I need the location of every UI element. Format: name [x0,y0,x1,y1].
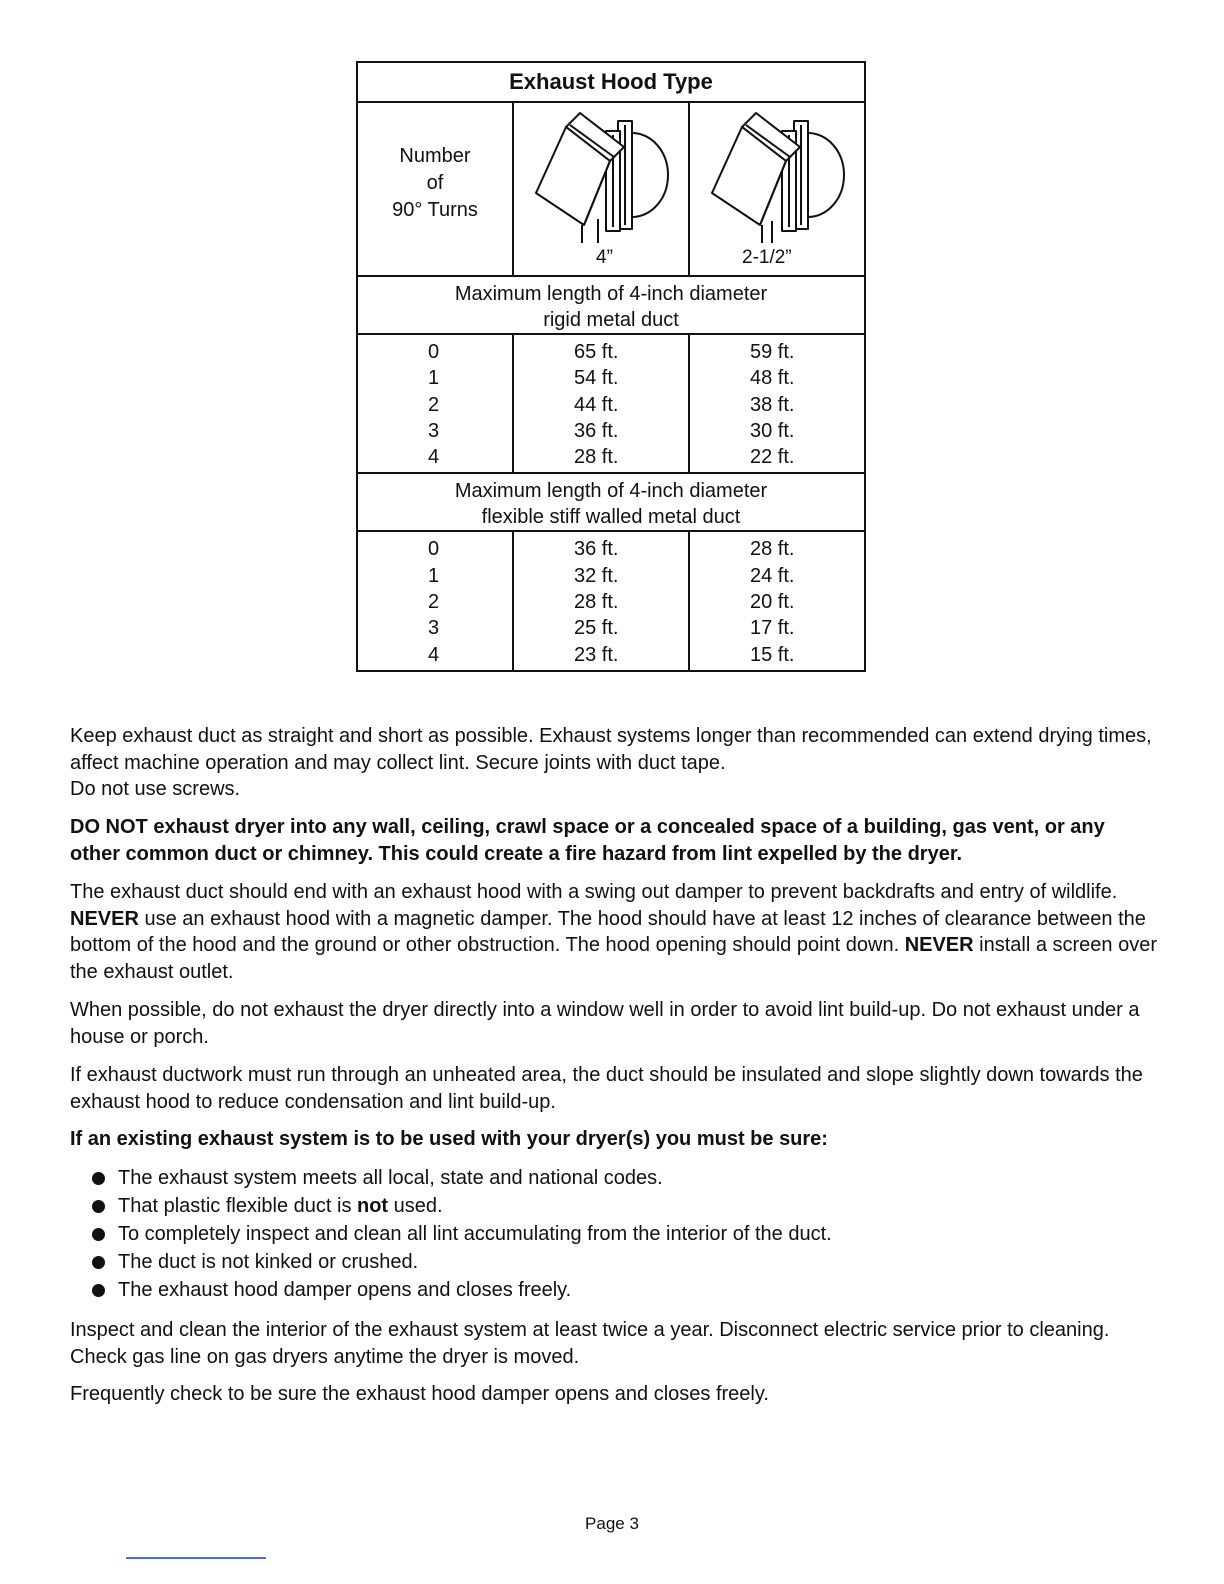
list-item-text: used. [388,1195,443,1217]
hood-2-5in-column [690,335,864,472]
table-cell: 3 [428,419,440,442]
paragraph-window-well: When possible, do not exhaust the dryer directly into a window well in order to avoid lint build-up. Do not exhaust under a house or porch. [70,999,1140,1048]
paragraph-text: use an exhaust hood with a magnetic damper. The hood should have at least 12 inches of clearance between the bottom of the hood and the ground or other obstruction. The hood opening should point down. [70,907,1146,956]
bullet-icon [92,1200,105,1213]
table-cell: 20 ft. [750,591,795,614]
table-title: Exhaust Hood Type [358,63,864,103]
list-item-text: The exhaust hood damper opens and closes freely. [118,1279,572,1301]
turns-column [358,532,514,669]
table-cell: 1 [428,367,440,390]
bullet-icon [92,1228,105,1241]
table-cell: 54 ft. [574,367,619,390]
paragraph-text: install a screen over the exhaust outlet. [70,934,1158,983]
table-cell: 15 ft. [750,643,795,666]
section-heading-line: Maximum length of 4-inch diameter [454,480,768,503]
rigid-data-rows [358,335,864,474]
never-emphasis: NEVER [904,934,974,956]
table-cell: 32 ft. [574,564,619,587]
table-cell: 2 [428,393,440,416]
never-emphasis: NEVER [70,907,139,930]
turns-label-line: 90° Turns [392,198,478,221]
hood-size-label: 4” [596,247,613,268]
table-cell: 4 [428,446,440,469]
section-heading-rigid [358,277,864,335]
hood-4in-column [514,532,690,669]
list-item [92,1220,832,1248]
hood-4in-column [514,335,690,472]
section-heading-line: flexible stiff walled metal duct [481,506,741,529]
table-cell: 65 ft. [574,341,619,363]
turns-column [358,335,514,472]
list-item-text: The duct is not kinked or crushed. [118,1251,419,1273]
turns-label-line: Number [399,144,471,167]
turns-header [358,103,514,275]
list-item-text: That plastic flexible duct is [118,1195,357,1217]
list-item-text: To completely inspect and clean all lint accumulating from the interior of the duct. [118,1223,832,1245]
section-heading-line: Maximum length of 4-inch diameter [454,283,768,305]
table-cell: 0 [428,538,440,561]
section-heading-line: rigid metal duct [543,309,679,331]
section-heading-flexible [358,474,864,532]
hood-4in-cell [514,103,690,275]
not-emphasis: not [357,1195,389,1217]
bullet-icon [92,1172,105,1185]
table-cell: 25 ft. [574,617,619,640]
hood-2-5in-cell [690,103,864,275]
warning-paragraph: DO NOT exhaust dryer into any wall, ceiling, crawl space or a concealed space of a building, gas vent, or any other common duct or chimney. This could create a fire hazard from lint expelled by the dryer. [70,816,1105,865]
list-item [92,1164,832,1192]
table-cell: 1 [428,564,440,587]
table-cell: 4 [428,643,440,666]
table-cell: 36 ft. [574,419,619,442]
list-item-text: The exhaust system meets all local, state and national codes. [118,1167,663,1189]
paragraph-inspect: Inspect and clean the interior of the exhaust system at least twice a year. Disconnect electric service prior to cleaning. Check gas line on gas dryers anytime the dryer is moved. [70,1319,1110,1368]
table-cell: 23 ft. [574,643,619,666]
exhaust-hood-table [356,61,866,672]
table-cell: 59 ft. [750,341,795,363]
table-cell: 30 ft. [750,419,795,442]
hood-type-row [358,103,864,277]
paragraph-check-damper: Frequently check to be sure the exhaust hood damper opens and closes freely. [70,1383,769,1405]
page-number: Page 3 [585,1514,639,1533]
table-cell: 28 ft. [750,538,795,561]
table-cell: 28 ft. [574,446,619,469]
paragraph-text: The exhaust duct should end with an exhaust hood with a swing out damper to prevent backdrafts and entry of wildlife. [70,881,1118,903]
paragraph-unheated-area: If exhaust ductwork must run through an unheated area, the duct should be insulated and slope slightly down towards the exhaust hood to reduce condensation and lint build-up. [70,1064,1143,1113]
list-item [92,1192,832,1220]
bullet-icon [92,1256,105,1269]
list-item [92,1276,832,1304]
footer-divider [126,1557,266,1559]
table-cell: 38 ft. [750,393,795,416]
hood-2-5in-column [690,532,864,669]
table-cell: 2 [428,591,440,614]
table-cell: 17 ft. [750,617,795,640]
paragraph-duct-length [70,723,1160,803]
table-cell: 24 ft. [750,564,795,587]
flexible-data-rows [358,532,864,669]
table-cell: 0 [428,341,440,363]
paragraph-text: Keep exhaust duct as straight and short as possible. Exhaust systems longer than recommended can extend drying times, affect machine operation and may collect lint. Secure joints with duct tape. [70,725,1152,774]
table-cell: 3 [428,617,440,640]
turns-label-line: of [426,171,444,194]
table-cell: 48 ft. [750,367,795,390]
table-cell: 36 ft. [574,538,619,561]
bullet-icon [92,1284,105,1297]
table-cell: 22 ft. [750,446,795,469]
existing-system-heading: If an existing exhaust system is to be used with your dryer(s) you must be sure: [70,1128,828,1150]
table-cell: 28 ft. [574,591,619,614]
checklist [92,1164,832,1304]
paragraph-text: Do not use screws. [70,778,241,800]
table-cell: 44 ft. [574,393,619,416]
hood-size-label: 2-1/2” [742,247,792,268]
list-item [92,1248,832,1276]
paragraph-exhaust-hood [70,879,1160,985]
